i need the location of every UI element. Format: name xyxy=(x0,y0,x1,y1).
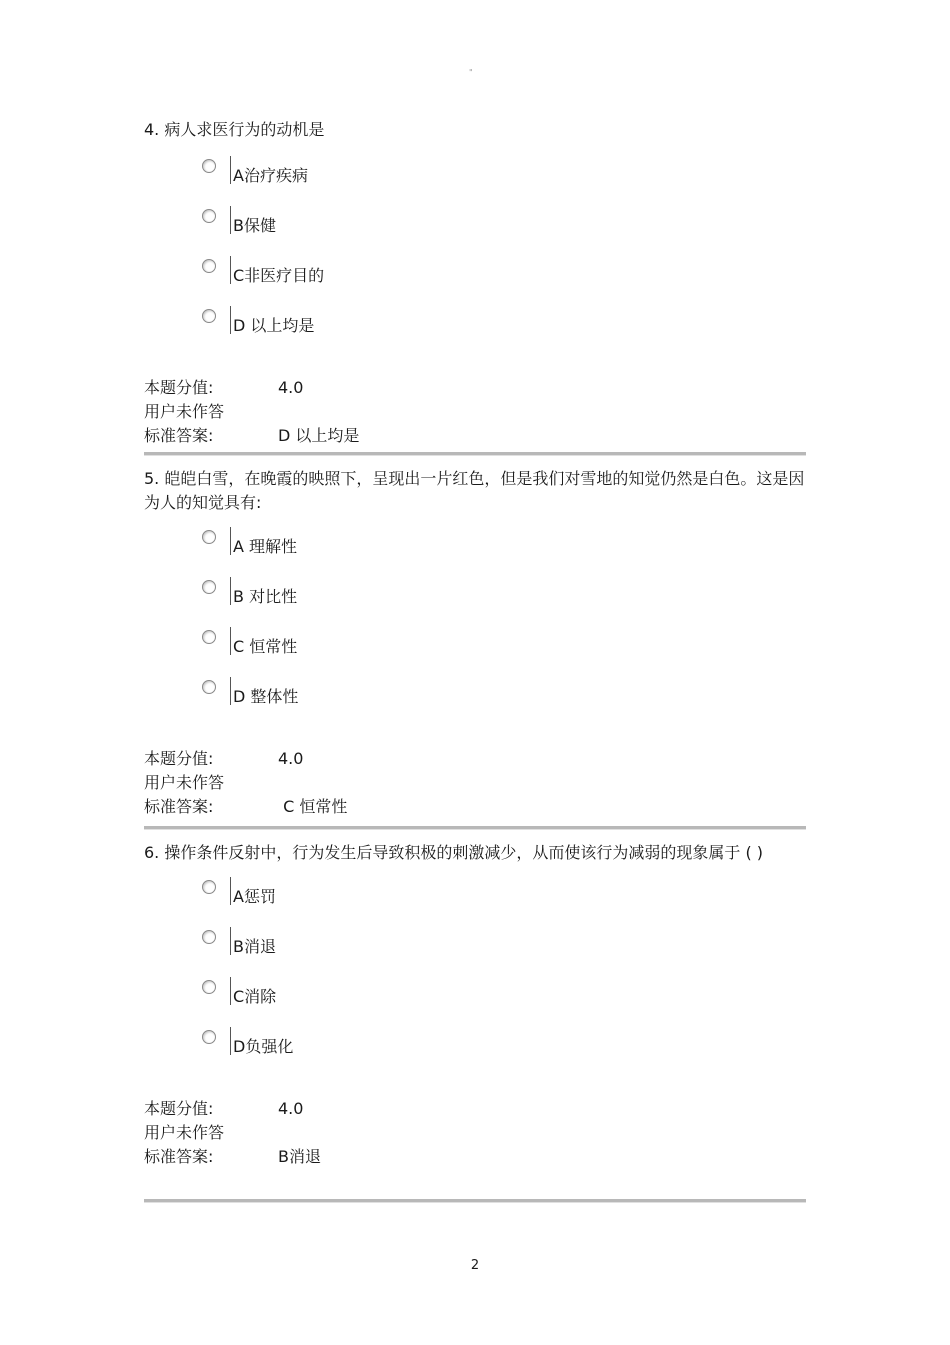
answer-label: 标准答案: xyxy=(144,797,214,816)
question-4 xyxy=(144,118,806,448)
divider-line xyxy=(230,627,231,655)
answer-label: 标准答案: xyxy=(144,1147,214,1166)
section-divider xyxy=(144,452,806,456)
user-status-row xyxy=(144,400,806,424)
score-label: 本题分值: xyxy=(144,1099,214,1118)
divider-line xyxy=(230,977,231,1005)
option-b[interactable] xyxy=(144,206,806,256)
option-label: A治疗疾病 xyxy=(233,166,308,185)
answer-value: C 恒常性 xyxy=(278,797,348,816)
option-label: C 恒常性 xyxy=(233,637,298,656)
option-label: C非医疗目的 xyxy=(233,266,325,285)
option-label: D负强化 xyxy=(233,1037,294,1056)
option-label: B保健 xyxy=(233,216,276,235)
option-a[interactable] xyxy=(144,156,806,206)
radio-button-icon[interactable] xyxy=(202,930,216,944)
radio-button-icon[interactable] xyxy=(202,530,216,544)
option-c[interactable] xyxy=(144,256,806,306)
divider-line xyxy=(230,206,231,234)
question-5 xyxy=(144,467,806,819)
score-label: 本题分值: xyxy=(144,378,214,397)
user-status: 用户未作答 xyxy=(144,402,225,421)
question-text: 4. 病人求医行为的动机是 xyxy=(144,120,325,139)
option-b[interactable] xyxy=(144,577,806,627)
option-d[interactable] xyxy=(144,1027,806,1077)
section-divider xyxy=(144,1199,806,1203)
score-value: 4.0 xyxy=(278,1099,304,1118)
header-mark: " xyxy=(469,68,473,77)
option-label: A惩罚 xyxy=(233,887,276,906)
question-text: 5. 皑皑白雪，在晚霞的映照下，呈现出一片红色，但是我们对雪地的知觉仍然是白色。这是因为人的知觉具有: xyxy=(144,469,805,512)
radio-button-icon[interactable] xyxy=(202,159,216,173)
option-c[interactable] xyxy=(144,627,806,677)
question-text: 6. 操作条件反射中，行为发生后导致积极的刺激减少，从而使该行为减弱的现象属于 ( ) xyxy=(144,843,764,862)
divider-line xyxy=(230,306,231,334)
divider-line xyxy=(230,527,231,555)
option-label: C消除 xyxy=(233,987,277,1006)
option-c[interactable] xyxy=(144,977,806,1027)
score-row xyxy=(144,376,806,400)
option-label: B消退 xyxy=(233,937,276,956)
question-6 xyxy=(144,841,806,1169)
answer-label: 标准答案: xyxy=(144,426,214,445)
user-status: 用户未作答 xyxy=(144,1123,225,1142)
divider-line xyxy=(230,877,231,905)
option-b[interactable] xyxy=(144,927,806,977)
page-number: 2 xyxy=(470,1258,480,1273)
radio-button-icon[interactable] xyxy=(202,580,216,594)
option-label: A 理解性 xyxy=(233,537,298,556)
option-d[interactable] xyxy=(144,306,806,356)
score-row xyxy=(144,747,806,771)
radio-button-icon[interactable] xyxy=(202,209,216,223)
user-status-row xyxy=(144,1121,806,1145)
answer-value: D 以上均是 xyxy=(278,426,360,445)
user-status: 用户未作答 xyxy=(144,773,225,792)
score-row xyxy=(144,1097,806,1121)
option-label: D 以上均是 xyxy=(233,316,315,335)
radio-button-icon[interactable] xyxy=(202,980,216,994)
radio-button-icon[interactable] xyxy=(202,1030,216,1044)
radio-button-icon[interactable] xyxy=(202,309,216,323)
score-value: 4.0 xyxy=(278,749,304,768)
option-a[interactable] xyxy=(144,527,806,577)
score-value: 4.0 xyxy=(278,378,304,397)
divider-line xyxy=(230,156,231,184)
answer-row xyxy=(144,795,806,819)
option-d[interactable] xyxy=(144,677,806,727)
radio-button-icon[interactable] xyxy=(202,880,216,894)
radio-button-icon[interactable] xyxy=(202,630,216,644)
option-label: B 对比性 xyxy=(233,587,298,606)
divider-line xyxy=(230,577,231,605)
score-label: 本题分值: xyxy=(144,749,214,768)
option-a[interactable] xyxy=(144,877,806,927)
answer-value: B消退 xyxy=(278,1147,321,1166)
divider-line xyxy=(230,927,231,955)
option-label: D 整体性 xyxy=(233,687,299,706)
user-status-row xyxy=(144,771,806,795)
radio-button-icon[interactable] xyxy=(202,259,216,273)
section-divider xyxy=(144,826,806,830)
answer-row xyxy=(144,1145,806,1169)
divider-line xyxy=(230,1027,231,1055)
radio-button-icon[interactable] xyxy=(202,680,216,694)
divider-line xyxy=(230,256,231,284)
divider-line xyxy=(230,677,231,705)
answer-row xyxy=(144,424,806,448)
